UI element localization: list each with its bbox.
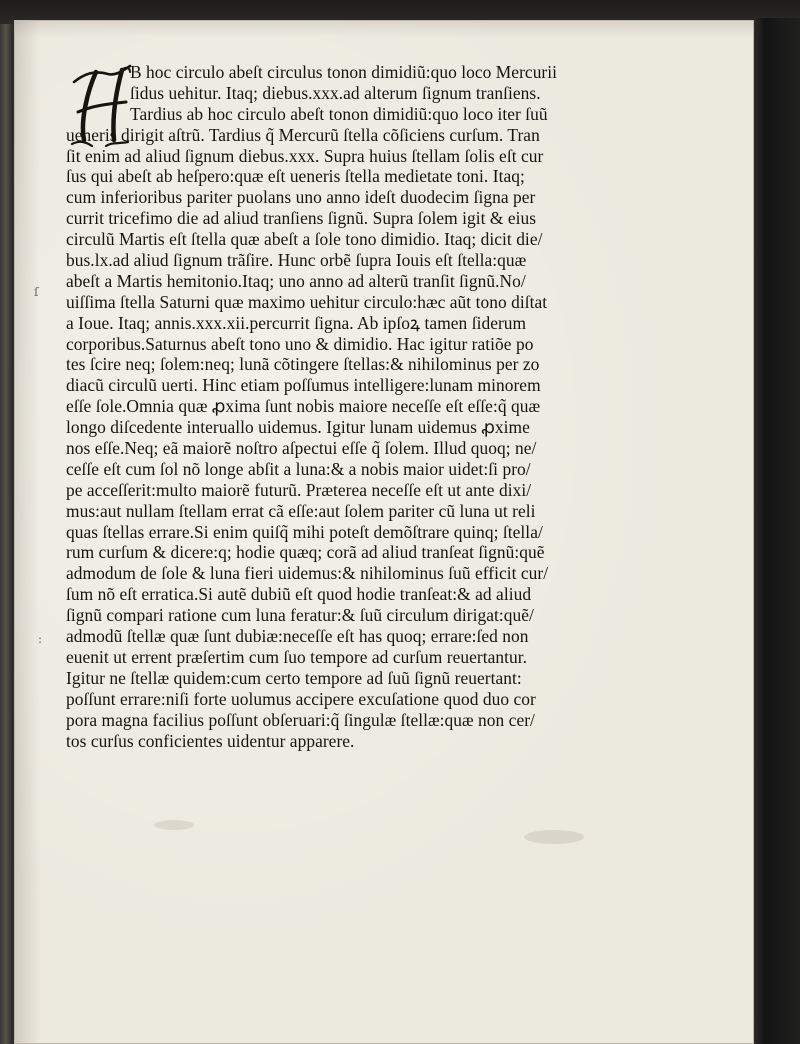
- text-line: admodum de ſole & luna fieri uidemus:& nihilominus ſuũ efficit cur/: [66, 563, 549, 584]
- margin-mark: :: [38, 632, 43, 646]
- text-line: diacũ circulũ uerti. Hinc etiam poſſumus intelligere:lunam minorem: [66, 375, 541, 396]
- text-line: pe acceſſerit:multo maiorẽ futurũ. Præterea neceſſe eſt ut ante dixi/: [66, 479, 532, 500]
- text-line: circulũ Martis eſt ſtella quæ abeſt a ſole tono dimidio. Itaq; dicit die/: [66, 229, 543, 250]
- text-line: currit tricefimo die ad aliud tranſiens ſignũ. Supra ſolem igit & eius: [66, 208, 537, 229]
- text-line: cum inferioribus pariter puolans uno anno ideſt duodecim ſigna per: [66, 187, 536, 208]
- text-line: abeſt a Martis hemitonio.Itaq; uno anno ad alterũ tranſit ſignũ.No/: [66, 270, 526, 291]
- text-line: ceſſe eſt cum ſol nõ longe abſit a luna:& a nobis maior uidet:ſi pro/: [66, 458, 531, 479]
- text-line: quas ſtellas errare.Si enim quiſq̃ mihi poteſt demõſtrare quinq; ſtella/: [66, 521, 543, 542]
- text-line: corporibus.Saturnus abeſt tono uno & dimidio. Hac igitur ratiõe po: [66, 333, 534, 354]
- text-line: mus:aut nullam ſtellam errat cã eſſe:aut ſolem pariter cũ luna ut reli: [66, 500, 536, 521]
- text-line: rum curſum & dicere:q; hodie quæq; corã ad aliud tranſeat ſignũ:quẽ: [66, 542, 545, 563]
- text-line: B hoc circulo abeſt circulus tonon dimidiũ:quo loco Mercurii: [130, 62, 558, 82]
- text-line: ueneris dirigit aſtrũ. Tardius q̃ Mercurũ ſtella cõſiciens curſum. Tran: [66, 124, 540, 145]
- text-line: Igitur ne ſtellæ quidem:cum certo tempore ad ſuũ ſignũ reuertant:: [66, 667, 522, 688]
- paper-stain: [524, 830, 584, 844]
- text-line: tes ſcire neq; ſolem:neq; lunã cõtingere ſtellas:& nihilominus per zo: [66, 354, 540, 375]
- text-line: ſidus uehitur. Itaq; diebus.xxx.ad alterum ſignum tranſiens.: [130, 82, 541, 103]
- text-line: Tardius ab hoc circulo abeſt tonon dimidiũ:quo loco iter ſuũ: [130, 103, 548, 124]
- text-line: ſit enim ad aliud ſignum diebus.xxx. Supra huius ſtellam ſolis eſt cur: [66, 145, 544, 166]
- text-line: admodũ ſtellæ quæ ſunt dubiæ:neceſſe eſt has quoq; errare:ſed non: [66, 626, 529, 647]
- text-line: ſum nõ eſt erratica.Si autẽ dubiũ eſt quod hodie tranſeat:& ad aliud: [66, 584, 532, 605]
- page-text: [66, 62, 686, 751]
- text-line: bus.lx.ad aliud ſignum trãſire. Hunc orbẽ ſupra Iouis eſt ſtella:quæ: [66, 250, 527, 271]
- margin-mark: ſ: [34, 285, 39, 299]
- text-line: tos curſus conficientes uidentur apparere.: [66, 730, 355, 751]
- text-line: poſſunt errare:niſi forte uolumus accipere excuſatione quod duo cor: [66, 688, 536, 709]
- text-line: a Ioue. Itaq; annis.xxx.xii.percurrit ſigna. Ab ipſoꝝ tamen ſiderum: [66, 312, 527, 333]
- text-line: uiſſima ſtella Saturni quæ maximo uehitur circulo:hæc aũt tono diſtat: [66, 291, 548, 312]
- text-line: nos eſſe.Neq; eã maiorẽ noſtro aſpectui eſſe q̃ ſolem. Illud quoq; ne/: [66, 438, 537, 459]
- book-edge: [754, 18, 800, 1044]
- text-line: eſſe ſole.Omnia quæ ꝓxima ſunt nobis maiore neceſſe eſt eſſe:q̃ quæ: [66, 396, 541, 417]
- paper-stain: [154, 820, 194, 830]
- text-line: ſus qui abeſt ab heſpero:quæ eſt ueneris ſtella medietate toni. Itaq;: [66, 166, 525, 187]
- text-line: euenit ut errent præſertim cum ſuo tempore ad curſum reuertantur.: [66, 646, 528, 667]
- text-line: pora magna facilius poſſunt obſeruari:q̃ ſingulæ ſtellæ:quæ non cer/: [66, 709, 535, 730]
- text-line: longo diſcedente interuallo uidemus. Igitur lunam uidemus ꝓxime: [66, 417, 530, 438]
- text-line: ſignũ compari ratione cum luna feratur:& ſuũ circulum dirigat:quẽ/: [66, 605, 534, 626]
